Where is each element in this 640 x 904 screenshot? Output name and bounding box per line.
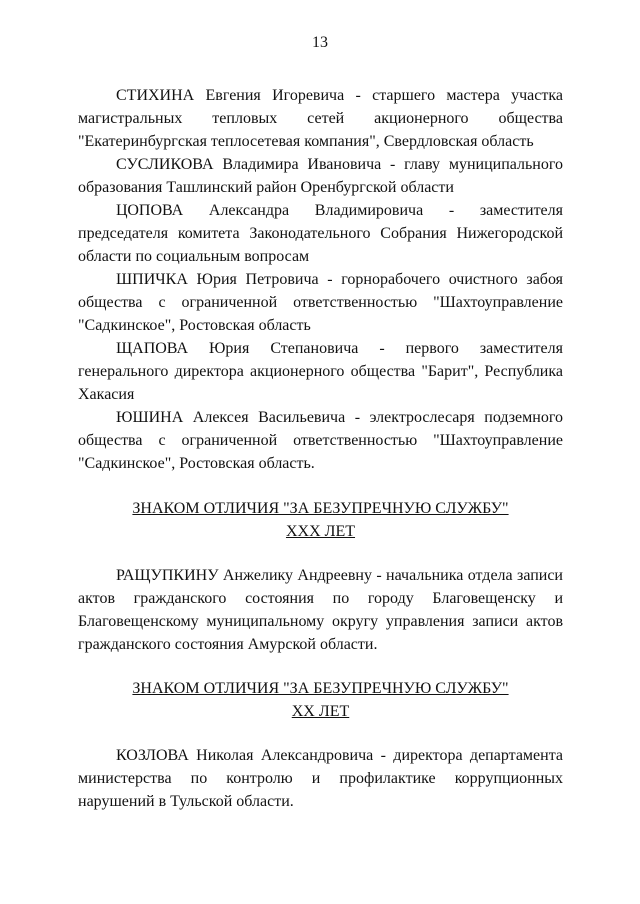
section-heading-30-years	[78, 497, 563, 543]
award-entry-shpichka: ШПИЧКА Юрия Петровича - горнорабочего очистного забоя общества с ограниченной ответственностью "Шахтоуправление "Садкинское", Ростовская область	[78, 271, 563, 334]
award-entry-suslikov: СУСЛИКОВА Владимира Ивановича - главу муниципального образования Ташлинский район Оренбургской области	[78, 156, 563, 196]
award-entry-stikhin: СТИХИНА Евгения Игоревича - старшего мастера участка магистральных тепловых сетей акционерного общества "Екатеринбургская теплосетевая компания", Свердловская область	[78, 87, 563, 150]
award-entry-yushin: ЮШИНА Алексея Васильевича - электрослесаря подземного общества с ограниченной ответственностью "Шахтоуправление "Садкинское", Ростовская область.	[78, 409, 563, 472]
award-entry-shchapov: ЩАПОВА Юрия Степановича - первого заместителя генерального директора акционерного общества "Барит", Республика Хакасия	[78, 340, 563, 403]
section-heading-line: ЗНАКОМ ОТЛИЧИЯ "ЗА БЕЗУПРЕЧНУЮ СЛУЖБУ"	[132, 680, 509, 697]
award-entry-rashchupkina: РАЩУПКИНУ Анжелику Андреевну - начальника отдела записи актов гражданского состояния по городу Благовещенску и Благовещенскому муниципальному округу управления записи актов гражданского состояния Амурской области.	[78, 567, 563, 653]
section-heading-20-years	[78, 677, 563, 723]
section-heading-years: XX ЛЕТ	[291, 703, 350, 720]
section-heading-line: ЗНАКОМ ОТЛИЧИЯ "ЗА БЕЗУПРЕЧНУЮ СЛУЖБУ"	[132, 500, 509, 517]
section-heading-years: XXX ЛЕТ	[285, 523, 356, 540]
document-body	[78, 84, 563, 813]
page-number: 13	[312, 34, 328, 51]
award-entry-kozlov: КОЗЛОВА Николая Александровича - директора департамента министерства по контролю и профилактике коррупционных нарушений в Тульской области.	[78, 747, 563, 810]
award-entry-tsopov: ЦОПОВА Александра Владимировича - заместителя председателя комитета Законодательного Собрания Нижегородской области по социальным вопросам	[78, 202, 563, 265]
